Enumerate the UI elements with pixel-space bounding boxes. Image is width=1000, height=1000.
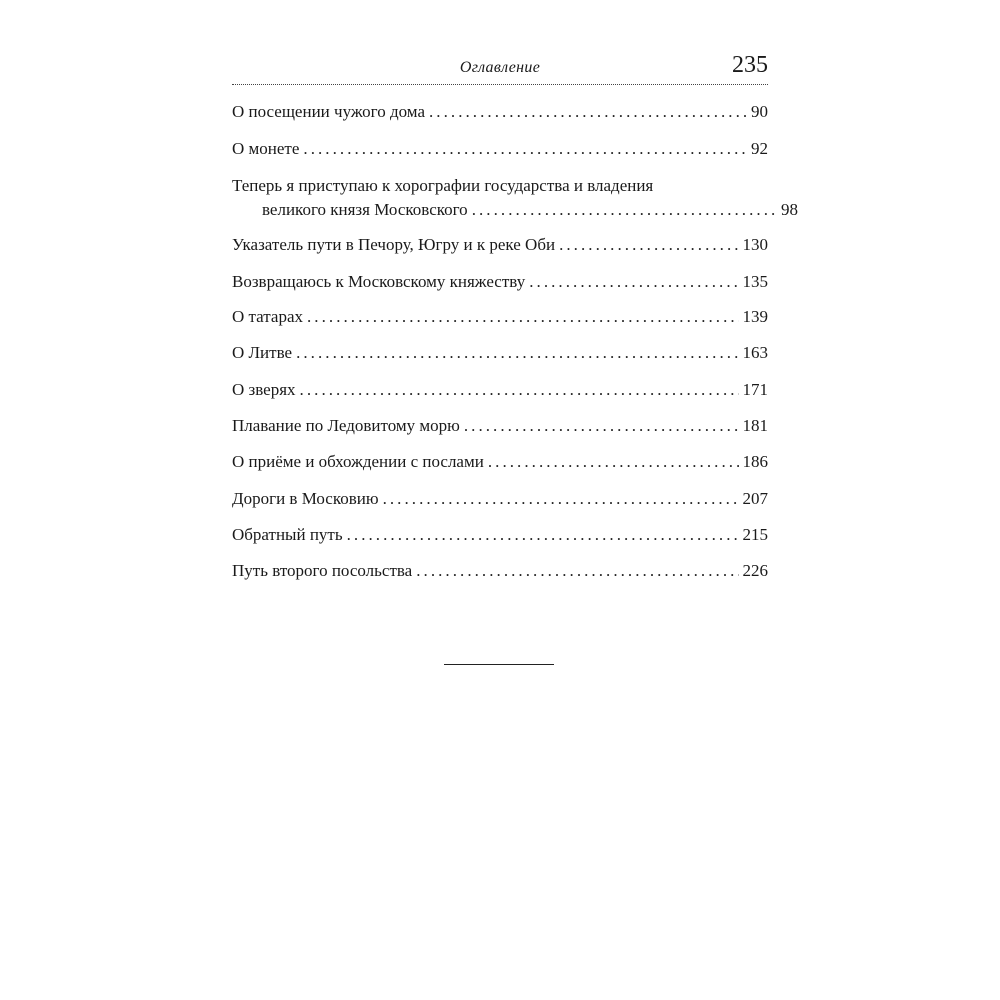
dot-leader [300,379,739,401]
toc-entry-title: О монете [232,139,300,158]
toc-entry-title: Плавание по Ледовитому морю [232,416,460,435]
toc-entry-title: Обратный путь [232,525,343,544]
dot-leader [416,560,738,582]
toc-entry-page: 181 [742,416,768,435]
toc-entry-page: 130 [742,235,768,254]
toc-entry [232,138,768,160]
toc-entry [232,271,768,293]
toc-entry [232,342,768,364]
toc-entry [232,415,768,437]
page-number: 235 [732,52,768,78]
toc-entry [232,234,768,256]
running-header [232,50,768,85]
toc-entry-title-line1: Теперь я приступаю к хорографии государства и владения [232,176,654,195]
running-title: Оглавление [459,59,541,76]
toc-entry-page: 163 [742,343,768,362]
toc-entry-title: О Литве [232,343,293,362]
dot-leader [464,415,739,437]
dot-leader [429,101,747,123]
toc-entry-page: 171 [742,380,768,399]
dot-leader [529,271,738,293]
toc-entry [232,488,768,510]
toc-entry [232,175,798,221]
toc-entry-page: 98 [781,200,798,219]
toc-entry-title: Дороги в Московию [232,489,379,508]
toc-entry [232,101,768,123]
toc-entry-page: 139 [742,307,768,326]
dot-leader [559,234,738,256]
dot-leader [488,451,739,473]
toc-entry-page: 135 [742,272,768,291]
dot-leader [307,306,739,328]
toc-entry-page: 226 [742,561,768,580]
end-divider-rule [444,664,554,665]
toc-entry-title: Путь второго посольства [232,561,413,580]
toc-entry-title: О посещении чужого дома [232,102,425,121]
dot-leader [472,199,777,221]
toc-entry-title: великого князя Московского [262,200,468,219]
toc-entry [232,379,768,401]
dot-leader [303,138,747,160]
toc-entry-page: 207 [742,489,768,508]
toc-entry-page: 186 [742,452,768,471]
toc-entry-title: О зверях [232,380,296,399]
dot-leader [383,488,739,510]
toc-entry-page: 92 [751,139,768,158]
dot-leader [296,342,738,364]
toc-entry-title: Указатель пути в Печору, Югру и к реке Оби [232,235,556,254]
toc-entry [232,524,768,546]
toc-entry-page: 215 [742,525,768,544]
toc-entry [232,451,768,473]
toc-entry-title: О приёме и обхождении с послами [232,452,484,471]
toc-entry [232,560,768,582]
toc-entry-title: Возвращаюсь к Московскому княжеству [232,272,526,291]
toc-entry-page: 90 [751,102,768,121]
toc-entry-title: О татарах [232,307,303,326]
toc-entry [232,306,768,328]
dot-leader [347,524,739,546]
